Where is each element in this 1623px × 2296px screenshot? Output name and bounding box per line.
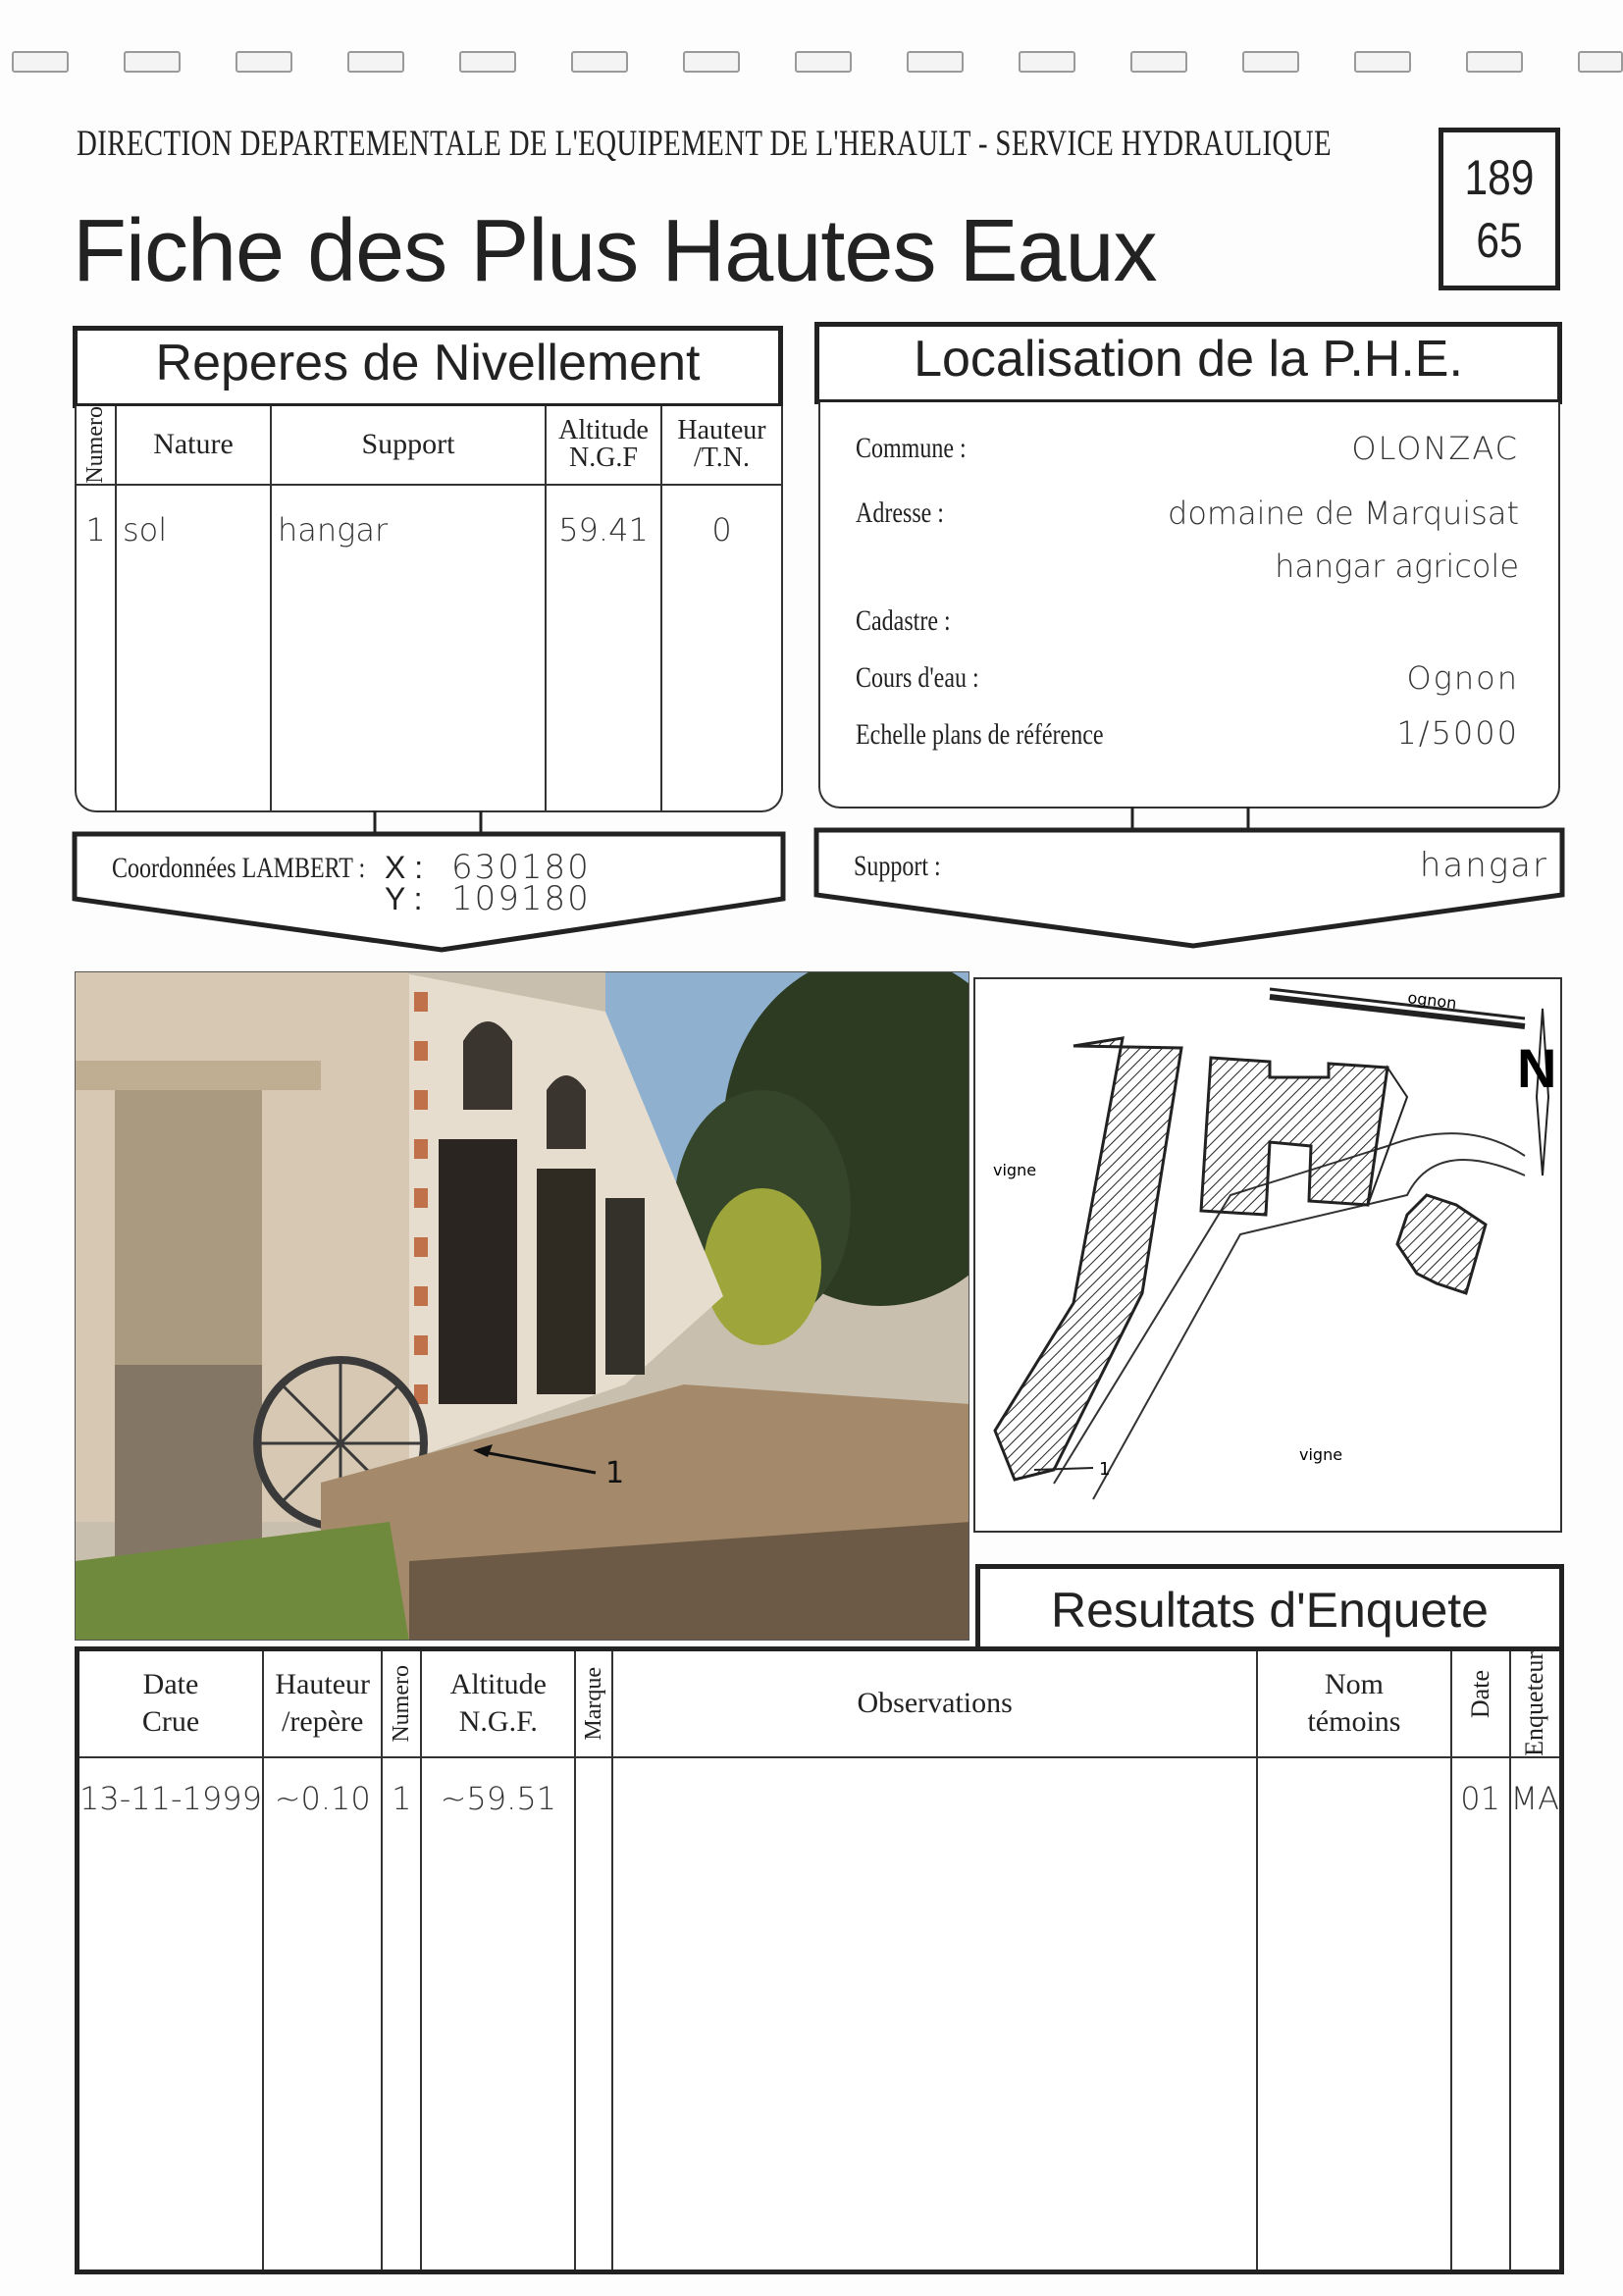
adresse-label: Adresse : (856, 496, 944, 529)
binding-hole (124, 51, 181, 73)
cell-nature: sol (116, 485, 271, 810)
col-support: Support (271, 406, 546, 485)
col-date-crue: Date Crue (79, 1651, 263, 1757)
col-nom-temoins: Nom témoins (1257, 1651, 1451, 1757)
cours-label: Cours d'eau : (856, 661, 979, 694)
reperes-table-box (75, 406, 783, 812)
binding-holes (0, 51, 1623, 80)
localisation-box (818, 402, 1560, 809)
binding-hole (683, 51, 740, 73)
resultats-table-box (75, 1646, 1564, 2274)
vigne-label-1: vigne (993, 1161, 1037, 1179)
col-marque: Marque (575, 1651, 612, 1757)
col-observations: Observations (612, 1651, 1257, 1757)
table-row (77, 485, 781, 810)
coordinates-label: Coordonnées LAMBERT : (112, 852, 366, 884)
cell-support: hangar (271, 485, 546, 810)
col-altitude: Altitude N.G.F. (421, 1651, 575, 1757)
echelle-label: Echelle plans de référence (856, 718, 1104, 751)
binding-hole (795, 51, 852, 73)
photo-marker: 1 (605, 1456, 625, 1490)
col-hauteur-repere: Hauteur /repère (263, 1651, 383, 1757)
river-label: ognon (1406, 988, 1458, 1014)
cell-numero: 1 (382, 1757, 421, 2270)
cell-observations (612, 1757, 1257, 2270)
echelle-value: 1/5000 (1396, 714, 1519, 752)
resultats-table (79, 1651, 1559, 2270)
col-altitude: Altitude N.G.F (546, 406, 661, 485)
plan-marker: 1 (1099, 1459, 1111, 1480)
cell-marque (575, 1757, 612, 2270)
adresse-line-2: hangar agricole (1275, 548, 1519, 585)
binding-hole (236, 51, 292, 73)
support-label: Support : (854, 850, 941, 882)
binding-hole (459, 51, 516, 73)
cell-numero: 1 (77, 485, 116, 810)
commune-value: OLONZAC (1351, 430, 1519, 467)
localisation-title: Localisation de la P.H.E. (814, 322, 1562, 404)
cell-nom (1257, 1757, 1451, 2270)
cell-hauteur: 0 (661, 485, 781, 810)
north-icon: N (1517, 1037, 1557, 1099)
resultats-title: Resultats d'Enquete (975, 1564, 1564, 1650)
binding-hole (1466, 51, 1523, 73)
col-hauteur: Hauteur /T.N. (661, 406, 781, 485)
col-numero: Numero (382, 1651, 421, 1757)
cours-value: Ognon (1406, 659, 1519, 697)
organisation-header: DIRECTION DEPARTEMENTALE DE L'EQUIPEMENT DE L'HERAULT - SERVICE HYDRAULIQUE (77, 124, 1333, 164)
binding-hole (1354, 51, 1411, 73)
reference-bottom: 65 (1476, 213, 1523, 268)
cell-date: 01 (1451, 1757, 1510, 2270)
table-row (79, 1757, 1559, 2270)
binding-hole (347, 51, 404, 73)
binding-hole (571, 51, 628, 73)
cadastre-label: Cadastre : (856, 604, 951, 637)
site-photo (75, 971, 969, 1641)
col-numero: Numero (77, 406, 116, 485)
binding-hole (1130, 51, 1187, 73)
col-enqueteur: Enqueteur (1510, 1651, 1560, 1757)
x-label: X : (385, 850, 424, 885)
reperes-title: Reperes de Nivellement (73, 326, 783, 408)
cell-date-crue: 13-11-1999 (79, 1757, 263, 2270)
col-nature: Nature (116, 406, 271, 485)
reference-number-box (1439, 128, 1560, 290)
binding-hole (1019, 51, 1075, 73)
reperes-table (77, 406, 781, 810)
y-label: Y : (385, 881, 423, 916)
binding-hole (1578, 51, 1623, 73)
adresse-line-1: domaine de Marquisat (1168, 495, 1519, 532)
cell-enqueteur: MA (1510, 1757, 1560, 2270)
commune-label: Commune : (856, 432, 967, 464)
reference-top: 189 (1464, 150, 1535, 205)
vigne-label-2: vigne (1299, 1445, 1343, 1464)
support-value: hangar (1419, 846, 1548, 885)
cell-altitude: ~59.51 (421, 1757, 575, 2270)
cell-altitude: 59.41 (546, 485, 661, 810)
x-value: 630180 (451, 848, 591, 887)
cell-hauteur: ~0.10 (263, 1757, 383, 2270)
binding-hole (1242, 51, 1299, 73)
y-value: 109180 (451, 879, 591, 918)
col-date: Date (1451, 1651, 1510, 1757)
binding-hole (12, 51, 69, 73)
site-plan (973, 977, 1562, 1533)
page-title: Fiche des Plus Hautes Eaux (73, 202, 1157, 300)
binding-hole (907, 51, 964, 73)
